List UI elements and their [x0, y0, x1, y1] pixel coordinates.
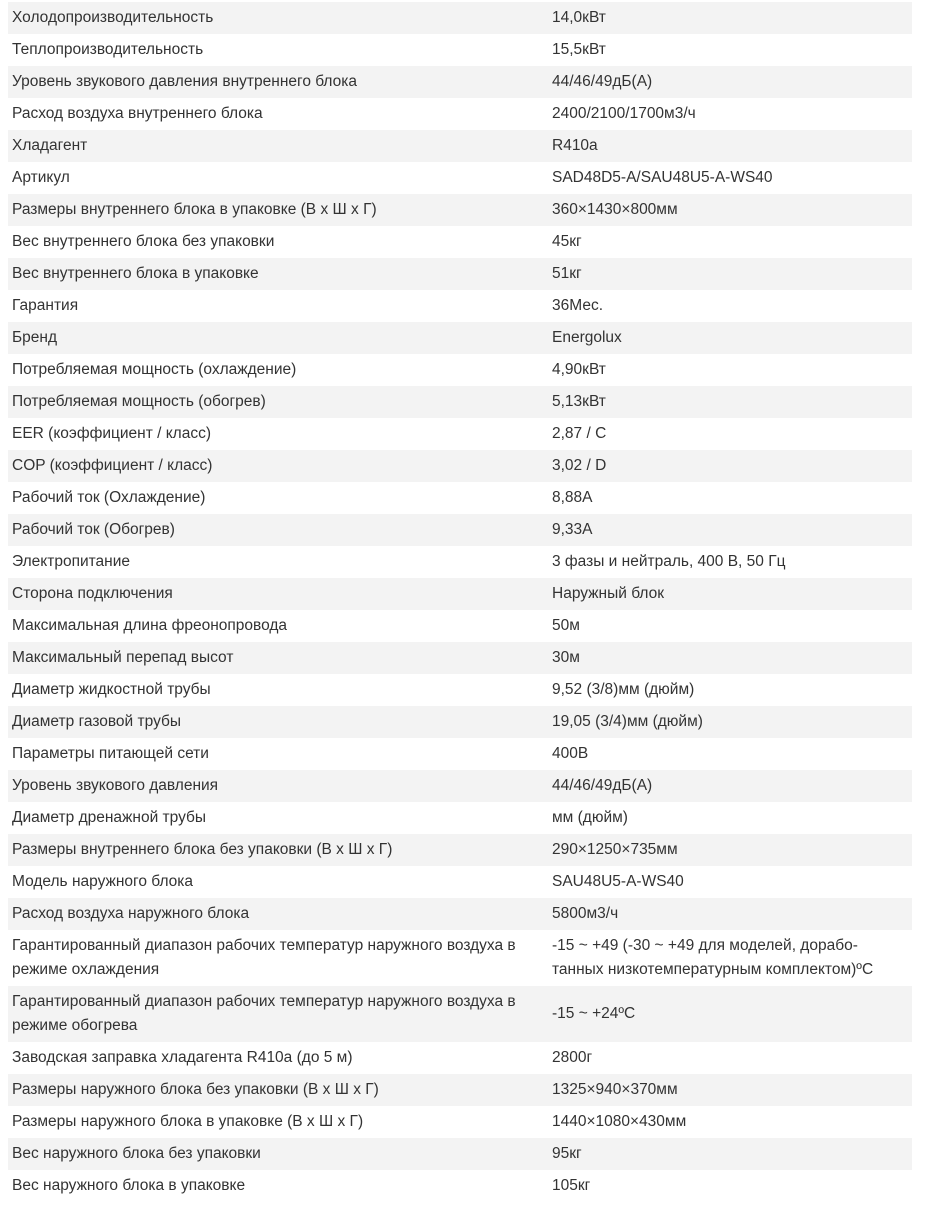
spec-name: Гарантированный диапазон рабочих температур наружного воздуха в режиме охлаждения: [12, 937, 516, 978]
spec-name: Параметры питающей сети: [12, 745, 209, 762]
spec-name: Сторона подключения: [8, 578, 542, 610]
spec-name: COP (коэффициент / класс): [8, 450, 542, 482]
spec-row: [8, 898, 912, 930]
spec-name: Хладагент: [8, 130, 542, 162]
spec-name: Диаметр дренажной трубы: [12, 809, 207, 826]
spec-name: Вес наружного блока в упаковке: [12, 1177, 246, 1194]
spec-row: [8, 514, 912, 546]
spec-value: 44/46/49дБ(А): [542, 66, 912, 98]
spec-name: Заводская заправка хладагента R410a (до 5 м): [12, 1049, 353, 1066]
spec-value: 19,05 (3/4)мм (дюйм): [542, 706, 912, 738]
spec-value: Energolux: [542, 322, 912, 354]
spec-row: [8, 194, 912, 226]
spec-value: 9,33А: [542, 514, 912, 546]
spec-name: Гарантированный диапазон рабочих температур наружного воздуха в режиме обогрева: [8, 986, 542, 1042]
spec-name: Артикул: [12, 169, 70, 186]
spec-row: [8, 770, 912, 802]
spec-value: -15 ~ +24ºС: [542, 986, 912, 1042]
spec-name: Размеры наружного блока без упаковки (В х Ш х Г): [8, 1074, 542, 1106]
spec-name: Электропитание: [12, 553, 131, 570]
spec-row: [8, 98, 912, 130]
spec-name: Модель наружного блока: [12, 873, 194, 890]
spec-value: 360×1430×800мм: [542, 194, 912, 226]
spec-value: 15,5кВт: [552, 41, 606, 58]
specs-table: [8, 2, 912, 1202]
spec-name: Рабочий ток (Обогрев): [8, 514, 542, 546]
spec-row: [8, 834, 912, 866]
spec-row: [8, 930, 912, 986]
spec-row: [8, 1074, 912, 1106]
spec-value: R410a: [542, 130, 912, 162]
spec-row: [8, 130, 912, 162]
spec-row: [8, 674, 912, 706]
spec-value: мм (дюйм): [552, 809, 628, 826]
spec-name: Расход воздуха наружного блока: [8, 898, 542, 930]
spec-row: [8, 418, 912, 450]
spec-name: Размеры внутреннего блока в упаковке (В х Ш х Г): [8, 194, 542, 226]
spec-row: [8, 642, 912, 674]
spec-value: 36Мес.: [552, 297, 604, 314]
spec-value: 14,0кВт: [542, 2, 912, 34]
spec-value: 45кг: [552, 233, 582, 250]
spec-row: [8, 322, 912, 354]
spec-name: Холодопроизводительность: [8, 2, 542, 34]
spec-value: 2800г: [552, 1049, 593, 1066]
spec-value: 290×1250×735мм: [542, 834, 912, 866]
spec-row: [8, 386, 912, 418]
spec-value: 400В: [552, 745, 589, 762]
spec-name: Размеры наружного блока в упаковке (В х Ш х Г): [12, 1113, 364, 1130]
spec-name: Потребляемая мощность (охлаждение): [12, 361, 297, 378]
spec-name: EER (коэффициент / класс): [12, 425, 212, 442]
spec-name: Вес внутреннего блока без упаковки: [12, 233, 275, 250]
spec-name: Максимальная длина фреонопровода: [12, 617, 288, 634]
spec-value: 95кг: [542, 1138, 912, 1170]
spec-name: Уровень звукового давления: [8, 770, 542, 802]
spec-row: [8, 162, 912, 194]
spec-row: [8, 354, 912, 386]
spec-row: [8, 1138, 912, 1170]
specs-table-body: [8, 2, 912, 1202]
spec-name: Максимальный перепад высот: [8, 642, 542, 674]
spec-value: 1325×940×370мм: [542, 1074, 912, 1106]
spec-name: Диаметр газовой трубы: [8, 706, 542, 738]
spec-row: [8, 610, 912, 642]
spec-value: SAU48U5-A-WS40: [552, 873, 684, 890]
spec-name: Вес наружного блока без упаковки: [8, 1138, 542, 1170]
spec-row: [8, 802, 912, 834]
spec-value: 2400/2100/1700м3/ч: [552, 105, 696, 122]
spec-row: [8, 1170, 912, 1202]
spec-value: 5800м3/ч: [542, 898, 912, 930]
spec-row: [8, 578, 912, 610]
spec-name: Расход воздуха внутреннего блока: [12, 105, 263, 122]
spec-name: Вес внутреннего блока в упаковке: [8, 258, 542, 290]
spec-name: Бренд: [8, 322, 542, 354]
spec-value: 1440×1080×430мм: [552, 1113, 687, 1130]
spec-row: [8, 1106, 912, 1138]
spec-row: [8, 738, 912, 770]
spec-row: [8, 450, 912, 482]
spec-row: [8, 66, 912, 98]
spec-value: 30м: [542, 642, 912, 674]
spec-value: 3,02 / D: [542, 450, 912, 482]
spec-row: [8, 866, 912, 898]
spec-value: 105кг: [552, 1177, 591, 1194]
spec-value: 51кг: [542, 258, 912, 290]
spec-name: Рабочий ток (Охлаждение): [12, 489, 206, 506]
spec-row: [8, 2, 912, 34]
spec-row: [8, 706, 912, 738]
spec-value: 4,90кВт: [552, 361, 606, 378]
spec-row: [8, 34, 912, 66]
spec-value: 3 фазы и нейтраль, 400 В, 50 Гц: [552, 553, 786, 570]
spec-row: [8, 482, 912, 514]
spec-name: Диаметр жидкостной трубы: [12, 681, 211, 698]
spec-value: 5,13кВт: [542, 386, 912, 418]
spec-name: Уровень звукового давления внутреннего блока: [8, 66, 542, 98]
spec-name: Гарантия: [12, 297, 79, 314]
spec-value: 8,88А: [552, 489, 593, 506]
spec-value: 2,87 / C: [552, 425, 607, 442]
spec-row: [8, 290, 912, 322]
spec-value: 44/46/49дБ(А): [542, 770, 912, 802]
spec-name: Теплопроизводительность: [12, 41, 204, 58]
spec-name: Размеры внутреннего блока без упаковки (В х Ш х Г): [8, 834, 542, 866]
spec-row: [8, 986, 912, 1042]
spec-value: Наружный блок: [542, 578, 912, 610]
spec-row: [8, 1042, 912, 1074]
spec-value: 50м: [552, 617, 580, 634]
spec-row: [8, 546, 912, 578]
spec-value: SAD48D5-A/SAU48U5-A-WS40: [552, 169, 773, 186]
spec-value: -15 ~ +49 (-30 ~ +49 для моделей, дорабо- танных низкотемпературным комплектом)ºС: [552, 937, 874, 978]
spec-row: [8, 226, 912, 258]
spec-name: Потребляемая мощность (обогрев): [8, 386, 542, 418]
spec-value: 9,52 (3/8)мм (дюйм): [552, 681, 695, 698]
spec-row: [8, 258, 912, 290]
